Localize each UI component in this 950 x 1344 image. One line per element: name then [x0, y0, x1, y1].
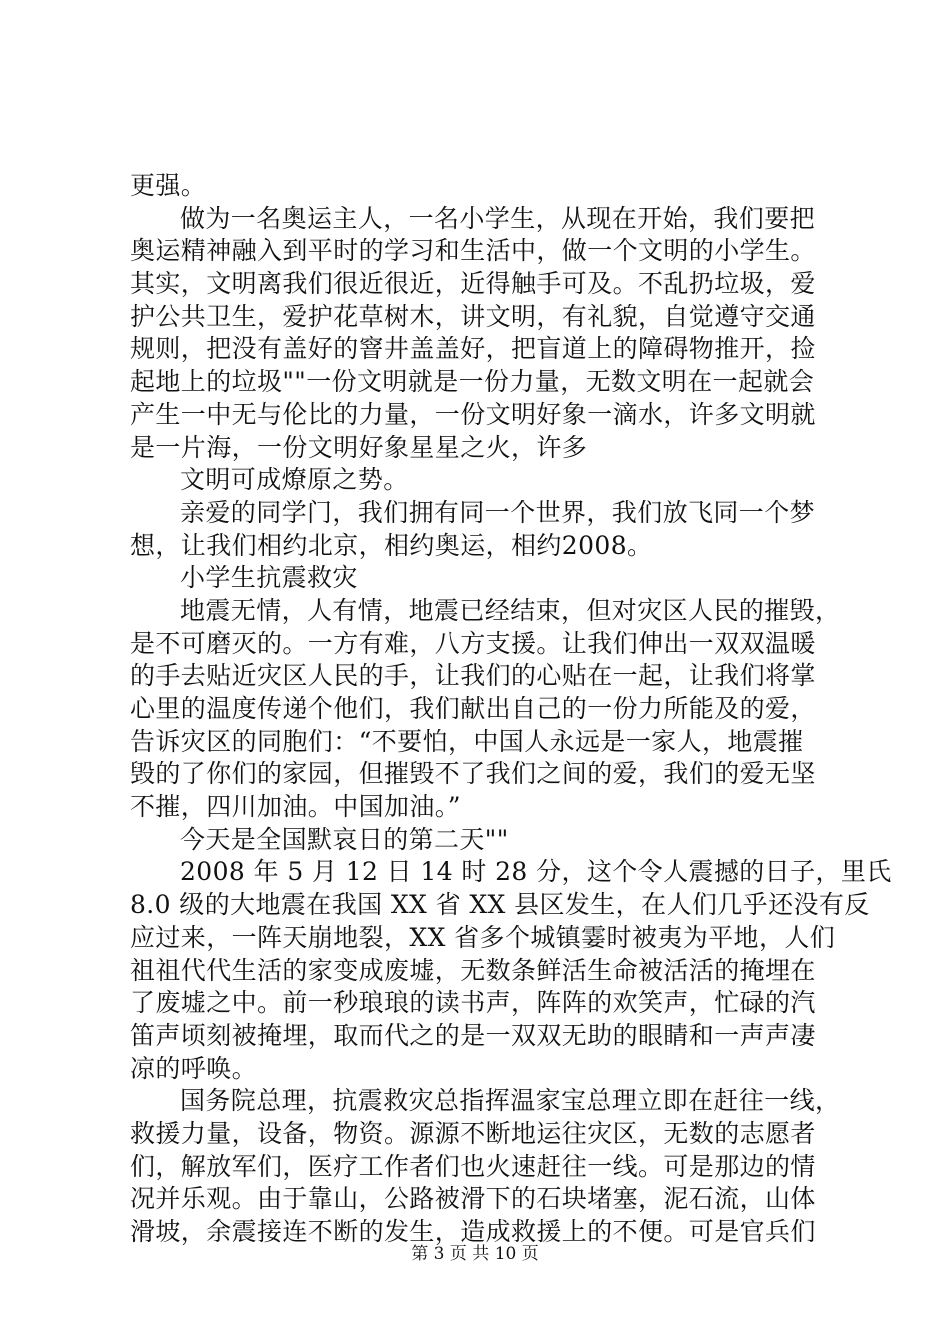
text-line: 是不可磨灭的。一方有难，八方支援。让我们伸出一双双温暖: [130, 628, 816, 658]
text-line: 做为一名奥运主人，一名小学生，从现在开始，我们要把: [180, 203, 816, 233]
text-line: 8.0 级的大地震在我国 XX 省 XX 县区发生，在人们几乎还没有反: [130, 890, 870, 920]
section-heading: 小学生抗震救灾: [180, 563, 358, 593]
text-line: 应过来，一阵天崩地裂，XX 省多个城镇霎时被夷为平地，人们: [130, 922, 836, 952]
text-line: 亲爱的同学门，我们拥有同一个世界，我们放飞同一个梦: [180, 497, 816, 527]
text-line: 心里的温度传递个他们，我们献出自己的一份力所能及的爱，: [130, 694, 816, 723]
text-line: 规则，把没有盖好的窨井盖盖好，把盲道上的障碍物推开，捡: [130, 334, 816, 364]
text-line: 们，解放军们，医疗工作者们也火速赶往一线。可是那边的情: [130, 1151, 816, 1181]
text-line: 不摧，四川加油。中国加油。”: [130, 792, 461, 822]
text-line: 产生一中无与伦比的力量，一份文明好象一滴水，许多文明就: [130, 399, 816, 429]
section-heading: 今天是全国默哀日的第二天"": [180, 824, 509, 854]
text-line: 2008 年 5 月 12 日 14 时 28 分，这个令人震撼的日子，里氏: [180, 857, 892, 887]
text-line: 凉的呼唤。: [130, 1053, 258, 1083]
text-line: 地震无情，人有情，地震已经结束，但对灾区人民的摧毁，: [180, 595, 841, 625]
body-text: [130, 170, 892, 1249]
text-line: 起地上的垃圾""一份文明就是一份力量，无数文明在一起就会: [130, 367, 815, 397]
text-line: 了废墟之中。前一秒琅琅的读书声，阵阵的欢笑声，忙碌的汽: [130, 988, 816, 1018]
text-line: 奥运精神融入到平时的学习和生活中，做一个文明的小学生。: [130, 236, 816, 266]
text-line: 况并乐观。由于靠山，公路被滑下的石块堵塞，泥石流，山体: [130, 1184, 816, 1214]
text-line: 救援力量，设备，物资。源源不断地运往灾区，无数的志愿者: [130, 1118, 816, 1148]
text-line: 的手去贴近灾区人民的手，让我们的心贴在一起，让我们将掌: [130, 661, 816, 691]
text-line: 祖祖代代生活的家变成废墟，无数条鲜活生命被活活的掩埋在: [130, 955, 816, 985]
text-line: 更强。: [130, 171, 207, 200]
page-number-footer: 第 3 页 共 10 页: [411, 1244, 539, 1264]
text-line: 想，让我们相约北京，相约奥运，相约2008。: [130, 530, 653, 560]
text-line: 护公共卫生，爱护花草树木，讲文明，有礼貌，自觉遵守交通: [130, 301, 816, 331]
text-line: 告诉灾区的同胞们：“不要怕，中国人永远是一家人，地震摧: [130, 726, 804, 756]
text-line: 国务院总理，抗震救灾总指挥温家宝总理立即在赶往一线，: [180, 1086, 841, 1116]
text-line: 其实，文明离我们很近很近，近得触手可及。不乱扔垃圾，爱: [130, 269, 816, 299]
text-line: 滑坡，余震接连不断的发生，造成救援上的不便。可是官兵们: [130, 1217, 816, 1246]
text-line: 文明可成燎原之势。: [180, 465, 409, 495]
text-line: 笛声顷刻被掩埋，取而代之的是一双双无助的眼睛和一声声凄: [130, 1020, 816, 1050]
text-line: 毁的了你们的家园，但摧毁不了我们之间的爱，我们的爱无坚: [130, 759, 816, 789]
text-line: 是一片海，一份文明好象星星之火，许多: [130, 432, 588, 462]
